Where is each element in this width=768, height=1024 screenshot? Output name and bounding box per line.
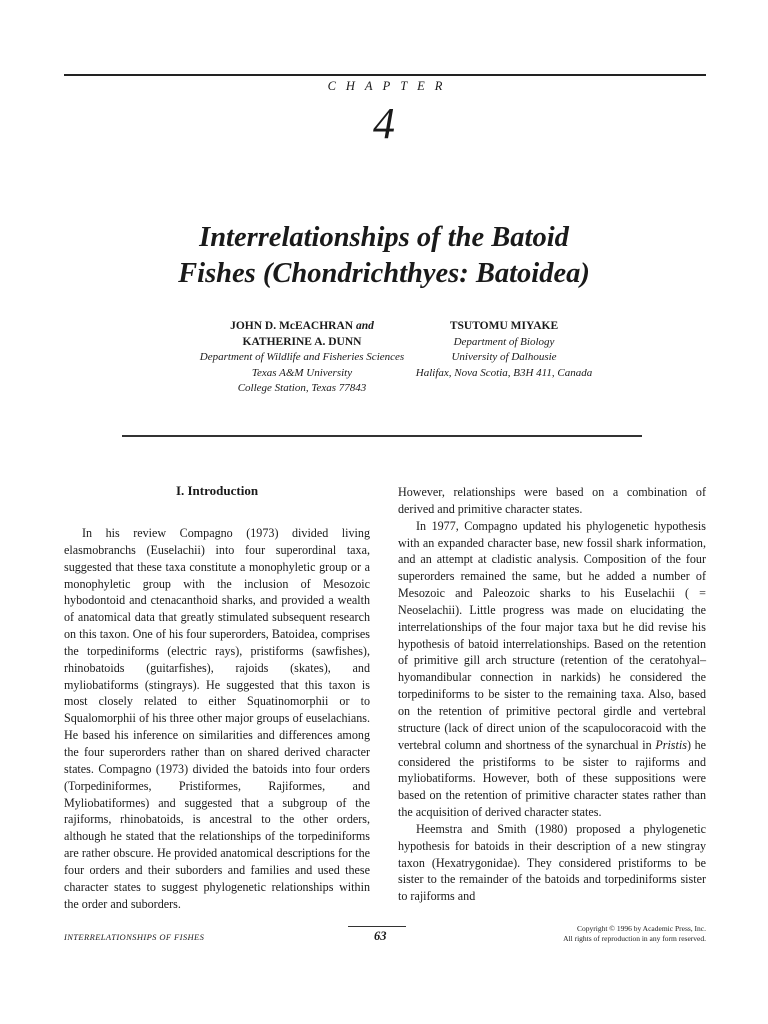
paragraph-right-2-part-b: ) he considered the pristiforms to be sister to rajiforms and myliobatiforms. However, both of these suppositions were based on the retention of primitive character states rather than the acquisition of derived character states. (398, 737, 707, 820)
paragraph-right-1: However, relationships were based on a combination of derived and primitive character states. (398, 485, 706, 516)
body-column-right (398, 484, 706, 905)
page-number: 63 (374, 929, 387, 943)
running-title: INTERRELATIONSHIPS OF FISHES (64, 932, 205, 942)
author-name-dunn: KATHERINE A. DUNN (242, 335, 362, 348)
section-heading: I. Introduction (175, 483, 259, 498)
affiliation-inst-right: University of Dalhousie (451, 351, 557, 363)
title-line-1: Interrelationships of the Batoid (199, 222, 569, 253)
taxon-name-pristis: Pristis (655, 737, 687, 752)
paragraph-right-2-part-a: In 1977, Compagno updated his phylogenetic hypothesis with an expanded character base, new fossil shark information, and an attempt at cladistic analysis. Composition of the four superorders remained the same, but he added a number of Mesozoic and Paleozoic sharks to his Euselachii ( = Neoselachii). Little progress was made on elucidating the interrelationships of the four major taxa but he did revise his hypothesis of batoid interrelationships. Based on the retention of primitive gill arch structure (retention of the ceratohyal–hyomandibular connection in narkids) he considered the torpediniforms to be sister to the remaining taxa. Also, based on the retention of primitive pectoral girdle and vertebral structure (lack of direct union of the scapulocoracoid with the vertebral column and shortness of the synarchual in (398, 518, 706, 752)
affiliation-city-left: College Station, Texas 77843 (237, 382, 367, 394)
author-name-miyake: TSUTOMU MIYAKE (449, 320, 559, 332)
author-conjunction: and (355, 320, 374, 332)
body-column-left (64, 525, 370, 912)
affiliation-inst-left: Texas A&M University (251, 366, 353, 379)
affiliation-city-right: Halifax, Nova Scotia, B3H 411, Canada (415, 366, 593, 379)
affiliation-dept-left: Department of Wildlife and Fisheries Sciences (199, 351, 405, 363)
author-name-mceachran: JOHN D. McEACHRAN (230, 320, 354, 332)
author-block-right (378, 319, 630, 381)
footer-rule (348, 926, 406, 927)
title-line-2: Fishes (Chondrichthyes: Batoidea) (178, 258, 590, 289)
paragraph-right-2 (398, 518, 706, 821)
copyright-line: Copyright © 1996 by Academic Press, Inc. (576, 924, 706, 933)
affiliation-dept-right: Department of Biology (453, 335, 555, 348)
article-title (0, 220, 768, 292)
chapter-number: 4 (373, 99, 395, 148)
chapter-label: CHAPTER (327, 79, 453, 93)
copyright-notice (563, 924, 706, 944)
section-divider (122, 435, 642, 437)
paragraph-right-3: Heemstra and Smith (1980) proposed a phylogenetic hypothesis for batoids in their description of a new stingray taxon (Hexatrygonidae). They considered pristiforms to be sister to the remainder of the batoids and torpediniforms sister to rajiforms and (398, 821, 706, 904)
paragraph-left-1: In his review Compagno (1973) divided living elasmobranchs (Euselachii) into four superordinal taxa, suggested that these taxa constitute a monophyletic group or a monophyletic group with the inclusion of Mesozoic hybodontoid and ctenacanthoid sharks, and provided a wealth of anatomical data that greatly stimulated subsequent research on this taxon. One of his four superorders, Batoidea, comprises the torpediniforms (electric rays), pristiforms (sawfishes), rhinobatoids (guitarfishes), rajoids (skates), and myliobatiforms (stingrays). He suggested that this taxon is most closely related to either Squatinomorphii or to Squalomorphii of his three other major groups of euselachians. He based his inference on similarities and differences among the four superorders rather than on shared derived character states. Compagno (1973) divided the batoids into four orders (Torpediniformes, Pristiformes, Rajiformes, and Myliobatiformes) and suggested that a subgroup of the rajiforms, rhinobatoids, is ancestral to the other orders, although he stated that the relationships of the torpediniforms are rather obscure. He provided anatomical descriptions for the four orders and their suborders and families and used these character states to suggest phylogenetic relationships within the order and suborders. (64, 526, 370, 911)
top-rule (64, 74, 706, 76)
rights-line: All rights of reproduction in any form reserved. (563, 934, 706, 943)
